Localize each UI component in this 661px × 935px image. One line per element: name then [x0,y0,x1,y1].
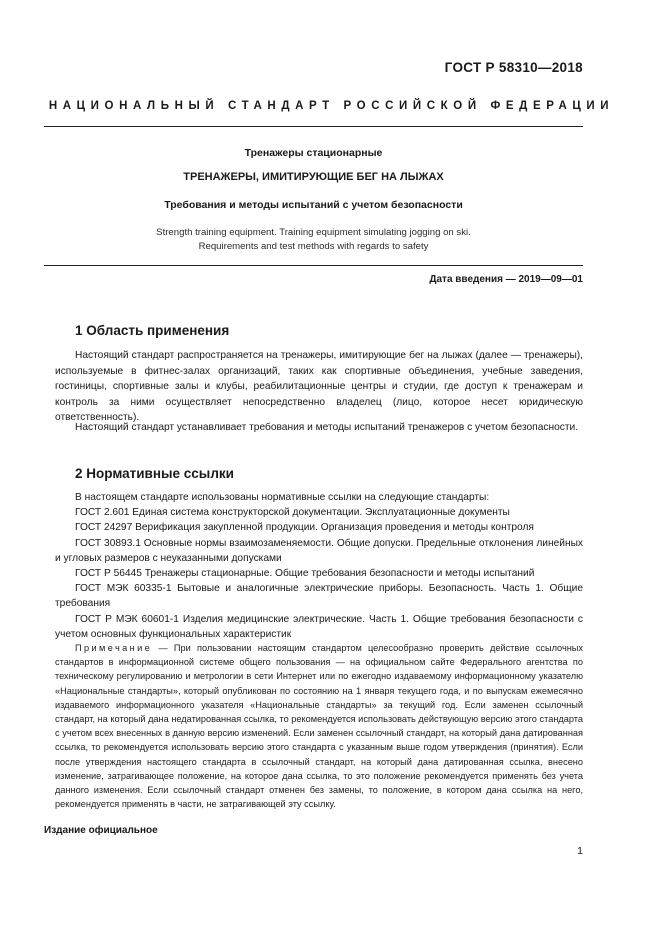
reference-text: ГОСТ 24297 Верификация закупленной продукции. Организация проведения и методы контроля [75,522,534,534]
header-divider [44,126,583,127]
section-1-heading: 1 Область применения [75,323,230,338]
reference-item [55,566,583,581]
reference-text: ГОСТ 2.601 Единая система конструкторской документации. Эксплуатационные документы [75,507,510,519]
normative-references-list [55,490,583,642]
references-intro [55,490,583,505]
equipment-type-title: Тренажеры стационарные [244,147,383,159]
reference-text: ГОСТ 30893.1 Основные нормы взаимозаменяемости. Общие допуски. Предельные отклонения линейных и угловых размеров с неуказанными допусками [55,537,583,564]
reference-text: ГОСТ Р 56445 Тренажеры стационарные. Общие требования безопасности и методы испытаний [75,568,535,580]
introduction-date: Дата введения — 2019—09—01 [429,274,583,285]
reference-text: ГОСТ МЭК 60335-1 Бытовые и аналогичные электрические приборы. Безопасность. Часть 1. Общие требования [55,583,583,610]
english-title [44,226,583,254]
reference-item [55,581,583,611]
document-number: ГОСТ Р 58310—2018 [444,60,583,75]
english-title-line-1: Strength training equipment. Training equipment simulating jogging on ski. [156,227,471,238]
note-text: — При пользовании настоящим стандартом целесообразно проверить действие ссылочных стандартов в информационной системе общего пользования — на официальном сайте Федерального агентства по техническому регулированию и метрологии в сети Интернет или по ежегодно издаваемому информационному указателю «Национальные стандарты», который опубликован по состоянию на 1 января текущего года, и по выпускам ежемесячно издаваемого информационного указателя «Национальные стандарты» за текущий год. Если заменен ссылочный стандарт, на который дана недатированная ссылка, то рекомендуется использовать действующую версию этого стандарта с учетом всех внесенных в данную версию изменений. Если заменен ссылочный стандарт, на который дана датированная ссылка, то рекомендуется использовать версию этого стандарта с указанным выше годом утверждения (принятия). Если после утверждения настоящего стандарта в ссылочный стандарт, на который дана датированная ссылка, внесено изменение, затрагивающее положение, на которое дана ссылка, то это положение рекомендуется применять без учета данного изменения. Если ссылочный стандарт отменен без замены, то положение, в котором дана ссылка на него, рекомендуется применять в части, не затрагивающей эту ссылку. [55,643,583,810]
national-standard-banner: НАЦИОНАЛЬНЫЙ СТАНДАРТ РОССИЙСКОЙ ФЕДЕРАЦИИ [48,100,615,112]
reference-item [55,536,583,566]
page-number: 1 [577,845,583,857]
reference-item [55,612,583,642]
main-title: ТРЕНАЖЕРЫ, ИМИТИРУЮЩИЕ БЕГ НА ЛЫЖАХ [183,171,444,183]
official-edition-label: Издание официальное [44,825,158,836]
section-1-paragraph-1 [55,348,583,426]
english-title-line-2: Requirements and test methods with regards to safety [198,241,429,252]
note-label: Примечание [75,643,153,653]
reference-item [55,520,583,535]
references-note [55,641,583,811]
section-1-paragraph-2 [55,420,583,436]
section-2-heading: 2 Нормативные ссылки [75,466,234,481]
sub-title: Требования и методы испытаний с учетом безопасности [164,199,463,211]
reference-text: ГОСТ Р МЭК 60601-1 Изделия медицинские электрические. Часть 1. Общие требования безопасности с учетом основных функциональных характеристик [55,613,583,640]
references-intro-text: В настоящем стандарте использованы нормативные ссылки на следующие стандарты: [75,492,490,503]
section-1-paragraph-1-text: Настоящий стандарт распространяется на тренажеры, имитирующие бег на лыжах (далее — тренажеры), используемые в фитнес-залах организаций, таких как спортивные объединения, учебные заведения, гостиницы, спортивные залы и клубы, реабилитационные центры и студии, где доступ к тренажерам и контроль за ними осуществляет непосредственно владелец (лицо, которое несет юридическую ответственность). [55,350,583,423]
section-1-paragraph-2-text: Настоящий стандарт устанавливает требования и методы испытаний тренажеров с учетом безопасности. [75,422,579,433]
title-divider [44,265,583,266]
reference-item [55,505,583,520]
